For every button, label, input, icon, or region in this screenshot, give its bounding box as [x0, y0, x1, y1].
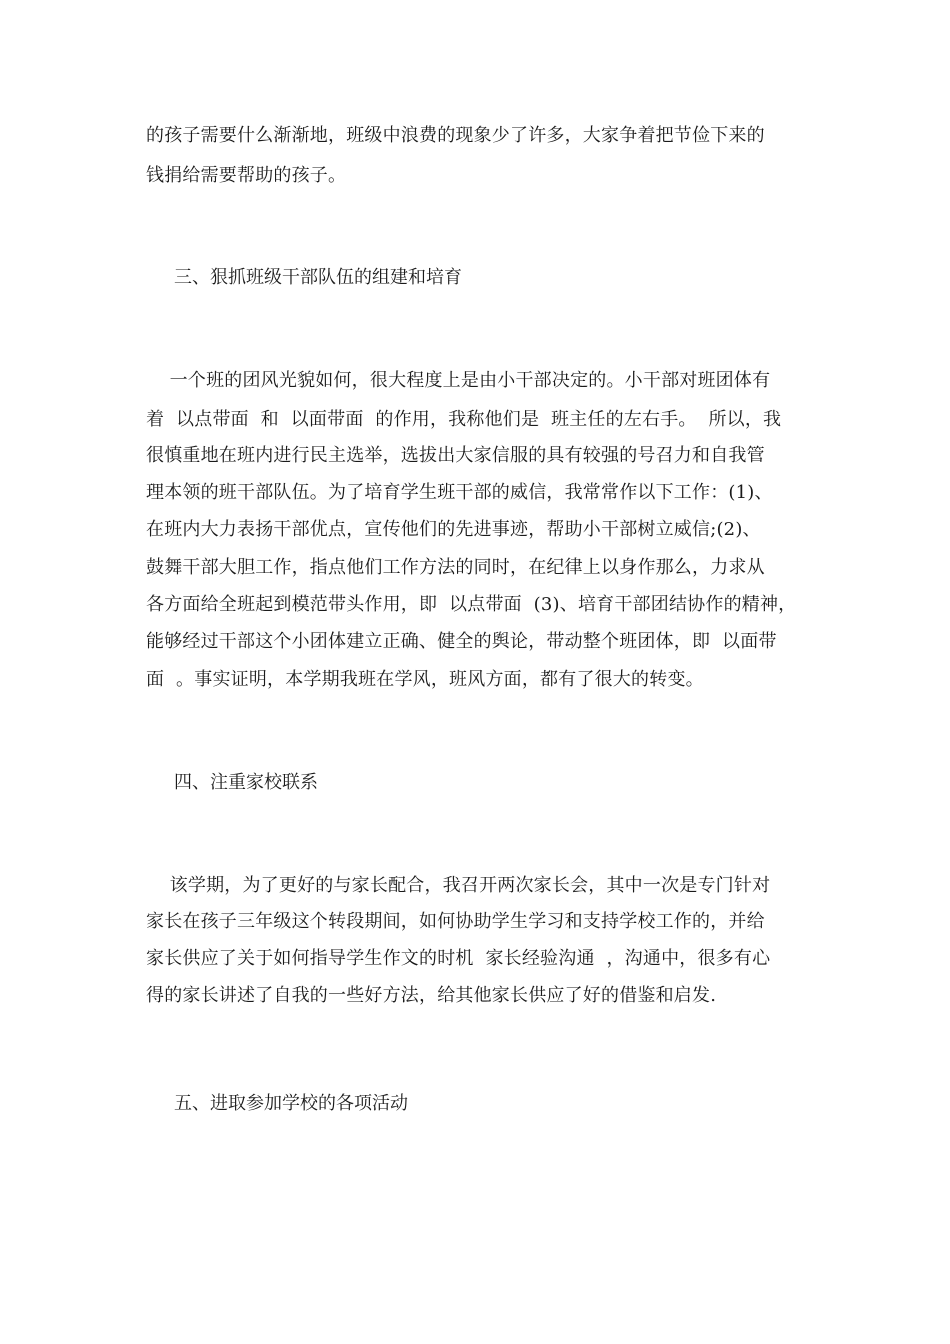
section-heading-3: 三、狠抓班级干部队伍的组建和培育 [174, 267, 462, 288]
paragraph-line: 家长在孩子三年级这个转段期间，如何协助学生学习和支持学校工作的，并给 [146, 911, 765, 932]
paragraph-line: 在班内大力表扬干部优点，宣传他们的先进事迹，帮助小干部树立威信;(2)、 [146, 519, 761, 540]
paragraph-line: 家长供应了关于如何指导学生作文的时机 家长经验沟通 ，沟通中，很多有心 [146, 948, 771, 969]
paragraph-line: 面 。事实证明，本学期我班在学风，班风方面，都有了很大的转变。 [146, 669, 704, 690]
paragraph-line: 得的家长讲述了自我的一些好方法，给其他家长供应了好的借鉴和启发. [146, 985, 717, 1006]
paragraph-line: 的孩子需要什么渐渐地，班级中浪费的现象少了许多，大家争着把节俭下来的 [146, 125, 765, 146]
paragraph-line: 鼓舞干部大胆工作，指点他们工作方法的同时，在纪律上以身作那么，力求从 [146, 557, 765, 578]
paragraph-line: 能够经过干部这个小团体建立正确、健全的舆论，带动整个班团体，即 以面带 [146, 631, 777, 652]
section-heading-5: 五、进取参加学校的各项活动 [174, 1093, 408, 1114]
paragraph-line: 钱捐给需要帮助的孩子。 [146, 165, 347, 186]
paragraph-line: 该学期，为了更好的与家长配合，我召开两次家长会，其中一次是专门针对 [146, 875, 771, 896]
paragraph-line: 一个班的团风光貌如何，很大程度上是由小干部决定的。小干部对班团体有 [146, 370, 771, 391]
paragraph-line: 各方面给全班起到模范带头作用，即 以点带面 (3)、培育干部团结协作的精神， [146, 594, 797, 615]
paragraph-line: 很慎重地在班内进行民主选举，选拔出大家信服的具有较强的号召力和自我管 [146, 445, 765, 466]
paragraph-line: 着 以点带面 和 以面带面 的作用，我称他们是 班主任的左右手。 所以，我 [146, 409, 782, 430]
paragraph-line: 理本领的班干部队伍。为了培育学生班干部的威信，我常常作以下工作：(1)、 [146, 482, 773, 503]
section-heading-4: 四、注重家校联系 [174, 772, 318, 793]
